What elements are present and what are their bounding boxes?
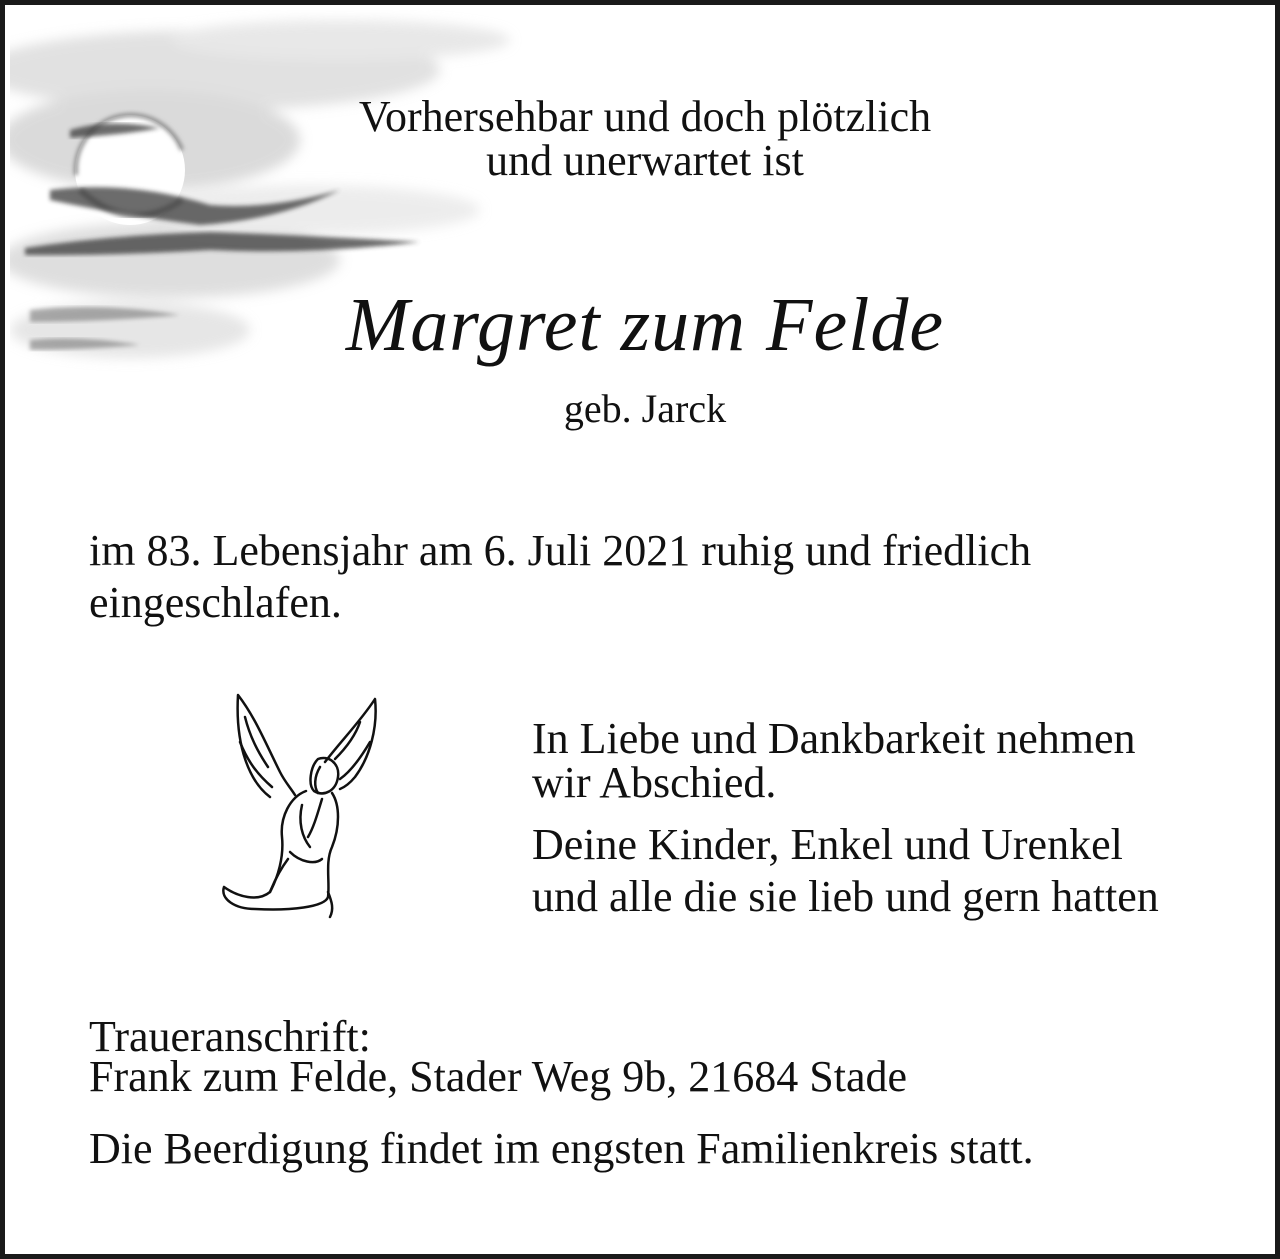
- farewell-line-1: In Liebe und Dankbarkeit nehmen: [532, 714, 1136, 763]
- family-line-2: und alle die sie lieb und gern hatten: [532, 872, 1159, 921]
- intro-line-1: Vorhersehbar und doch plötzlich: [358, 92, 932, 141]
- farewell-line-2: wir Abschied.: [532, 758, 777, 807]
- funeral-note: Die Beerdigung findet im engsten Familienkreis statt.: [89, 1124, 1034, 1173]
- death-line-1: im 83. Lebensjahr am 6. Juli 2021 ruhig und friedlich: [89, 526, 1032, 575]
- maiden-name: geb. Jarck: [563, 386, 727, 431]
- address: Frank zum Felde, Stader Weg 9b, 21684 Stade: [89, 1052, 908, 1101]
- angel-icon: [210, 687, 390, 927]
- intro-line-2: und unerwartet ist: [486, 136, 804, 185]
- death-line-2: eingeschlafen.: [89, 578, 342, 627]
- address-label: Traueranschrift:: [89, 1012, 371, 1061]
- deceased-name: Margret zum Felde: [345, 283, 945, 367]
- family-line-1: Deine Kinder, Enkel und Urenkel: [532, 820, 1123, 869]
